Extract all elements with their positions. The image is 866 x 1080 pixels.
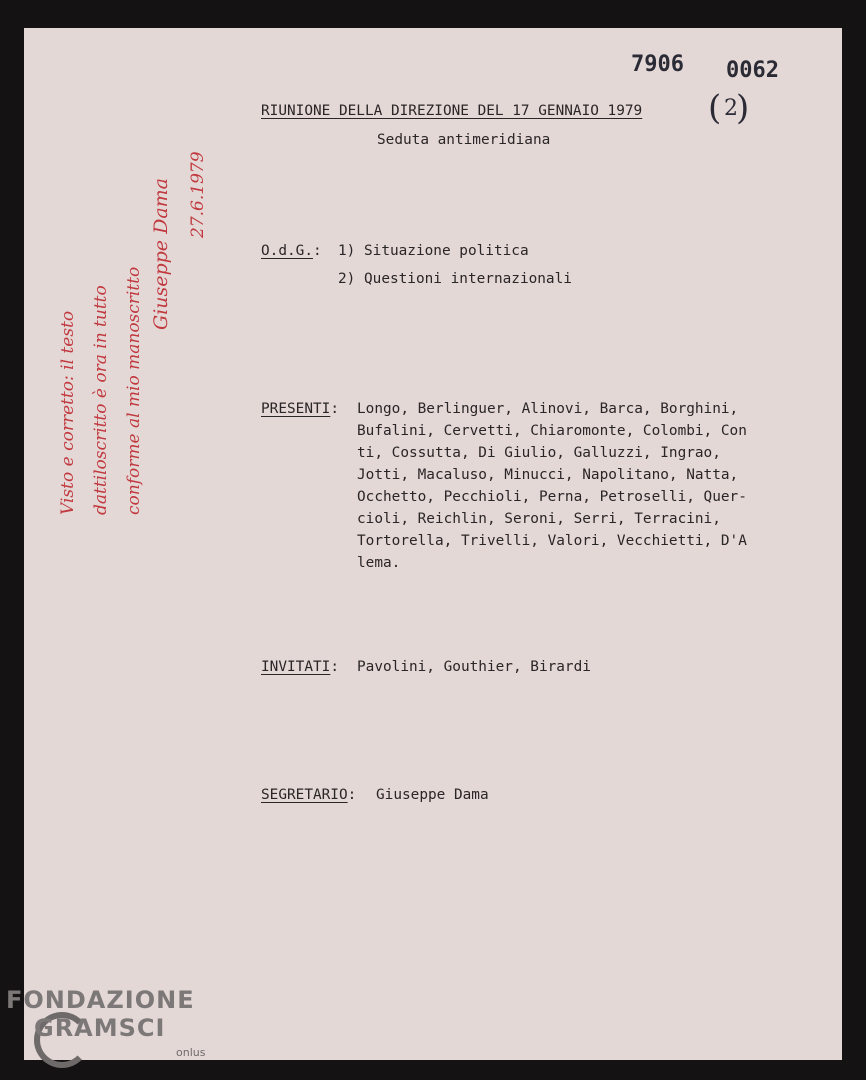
annotation-line-3: conforme al mio manoscritto — [124, 266, 144, 515]
presenti-line: Longo, Berlinguer, Alinovi, Barca, Borghini, — [357, 401, 739, 417]
presenti-list — [357, 398, 747, 574]
presenti-label: PRESENTI: — [261, 401, 339, 417]
presenti-line: Bufalini, Cervetti, Chiaromonte, Colombi, Con — [357, 423, 747, 439]
presenti-line: Occhetto, Pecchioli, Perna, Petroselli, Quer- — [357, 489, 747, 505]
page-number-mark: ( 2 ) — [708, 88, 750, 128]
document-title: RIUNIONE DELLA DIREZIONE DEL 17 GENNAIO 1979 — [261, 103, 643, 119]
presenti-line: Jotti, Macaluso, Minucci, Napolitano, Natta, — [357, 467, 739, 483]
invitati-value: Pavolini, Gouthier, Birardi — [357, 659, 591, 675]
presenti-line: ti, Cossutta, Di Giulio, Galluzzi, Ingrao, — [357, 445, 721, 461]
invitati-label: INVITATI: — [261, 659, 339, 675]
odg-label: O.d.G.: — [261, 243, 322, 259]
presenti-line: lema. — [357, 555, 401, 571]
segretario-value: Giuseppe Dama — [376, 787, 489, 803]
annotation-date: 27.6.1979 — [188, 151, 208, 238]
segretario-label: SEGRETARIO: — [261, 787, 357, 803]
annotation-line-1: Visto e corretto: il testo — [58, 310, 78, 515]
archive-code-a: 7906 — [631, 52, 684, 77]
presenti-line: cioli, Reichlin, Seroni, Serri, Terracini, — [357, 511, 721, 527]
archive-code-b: 0062 — [726, 58, 779, 83]
annotation-line-2: dattiloscritto è ora in tutto — [91, 285, 111, 515]
fondazione-logo-line-1: FONDAZIONE — [6, 986, 195, 1014]
presenti-line: Tortorella, Trivelli, Valori, Vecchietti, D'A — [357, 533, 747, 549]
odg-item-1: 1) Situazione politica — [338, 243, 529, 259]
fondazione-logo-line-3: onlus — [176, 1046, 206, 1059]
odg-item-2: 2) Questioni internazionali — [338, 271, 572, 287]
document-subtitle: Seduta antimeridiana — [377, 132, 551, 148]
fondazione-logo-line-2: GRAMSCI — [34, 1014, 166, 1042]
annotation-signature: Giuseppe Dama — [150, 178, 172, 330]
